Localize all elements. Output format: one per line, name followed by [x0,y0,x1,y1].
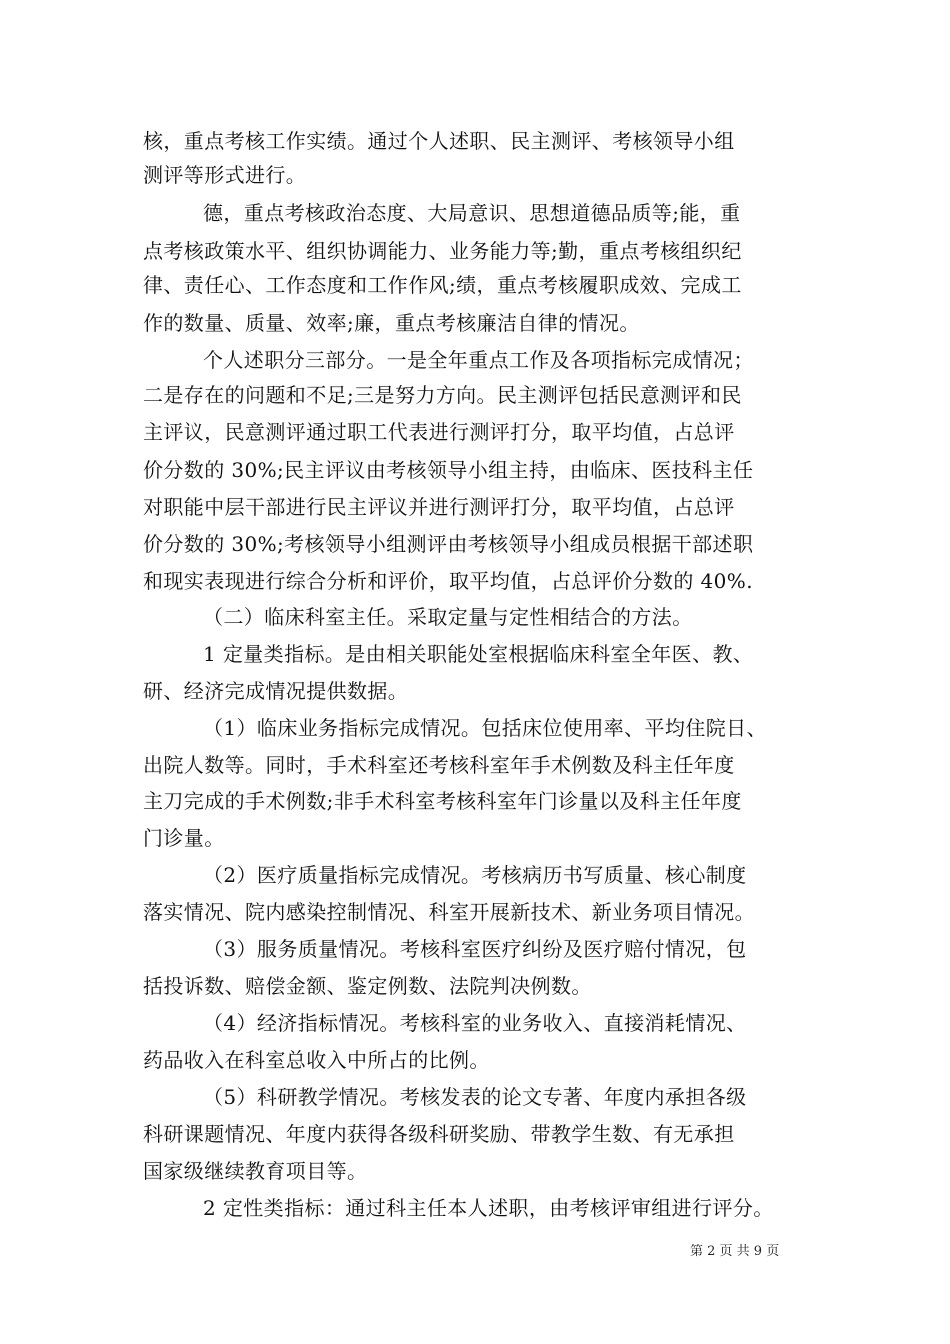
text-line: 研、经济完成情况提供数据。 [143,679,409,703]
text-line: （1）临床业务指标完成情况。包括床位使用率、平均住院日、 [203,716,767,740]
text-line: 科研课题情况、年度内获得各级科研奖励、带教学生数、有无承担 [143,1122,735,1146]
text-line: 2 定性类指标：通过科主任本人述职，由考核评审组进行评分。 [203,1196,774,1220]
text-line: 价分数的 30%;考核领导小组测评由考核领导小组成员根据干部述职 [143,532,754,556]
text-line: 个人述职分三部分。一是全年重点工作及各项指标完成情况； [203,348,754,372]
text-line: 主刀完成的手术例数;非手术科室考核科室年门诊量以及科主任年度 [143,789,742,813]
text-line: 主评议，民意测评通过职工代表进行测评打分，取平均值，占总评 [143,420,735,444]
text-line: （4）经济指标情况。考核科室的业务收入、直接消耗情况、 [203,1011,747,1035]
text-line: 核，重点考核工作实绩。通过个人述职、民主测评、考核领导小组 [143,129,735,153]
text-line: 和现实表现进行综合分析和评价，取平均值，占总评价分数的 40%. [143,569,753,593]
text-line: 价分数的 30%;民主评议由考核领导小组主持，由临床、医技科主任 [143,458,754,482]
text-line: 德，重点考核政治态度、大局意识、思想道德品质等;能，重 [203,201,741,225]
text-line: 1 定量类指标。是由相关职能处室根据临床科室全年医、教、 [203,642,754,666]
text-line: 对职能中层干部进行民主评议并进行测评打分，取平均值，占总评 [143,495,735,519]
text-line: 门诊量。 [143,826,225,850]
text-line: 国家级继续教育项目等。 [143,1159,368,1183]
page-number: 第 2 页 共 9 页 [690,1244,780,1259]
text-line: （3）服务质量情况。考核科室医疗纠纷及医疗赔付情况，包 [203,937,747,961]
text-line: 落实情况、院内感染控制情况、科室开展新技术、新业务项目情况。 [143,900,755,924]
text-line: 测评等形式进行。 [143,163,307,187]
text-line: （2）医疗质量指标完成情况。考核病历书写质量、核心制度 [203,863,747,887]
text-line: 作的数量、质量、效率;廉，重点考核廉洁自律的情况。 [143,311,640,335]
text-line: 括投诉数、赔偿金额、鉴定例数、法院判决例数。 [143,974,592,998]
text-line: 二是存在的问题和不足;三是努力方向。民主测评包括民意测评和民 [143,383,742,407]
text-line: （5）科研教学情况。考核发表的论文专著、年度内承担各级 [203,1085,747,1109]
text-line: 点考核政策水平、组织协调能力、业务能力等;勤，重点考核组织纪 [143,239,742,263]
text-line: 出院人数等。同时，手术科室还考核科室年手术例数及科主任年度 [143,753,735,777]
text-line: 律、责任心、工作态度和工作作风;绩，重点考核履职成效、完成工 [143,273,742,297]
text-line: 药品收入在科室总收入中所占的比例。 [143,1048,490,1072]
text-line: （二）临床科室主任。采取定量与定性相结合的方法。 [203,605,693,629]
